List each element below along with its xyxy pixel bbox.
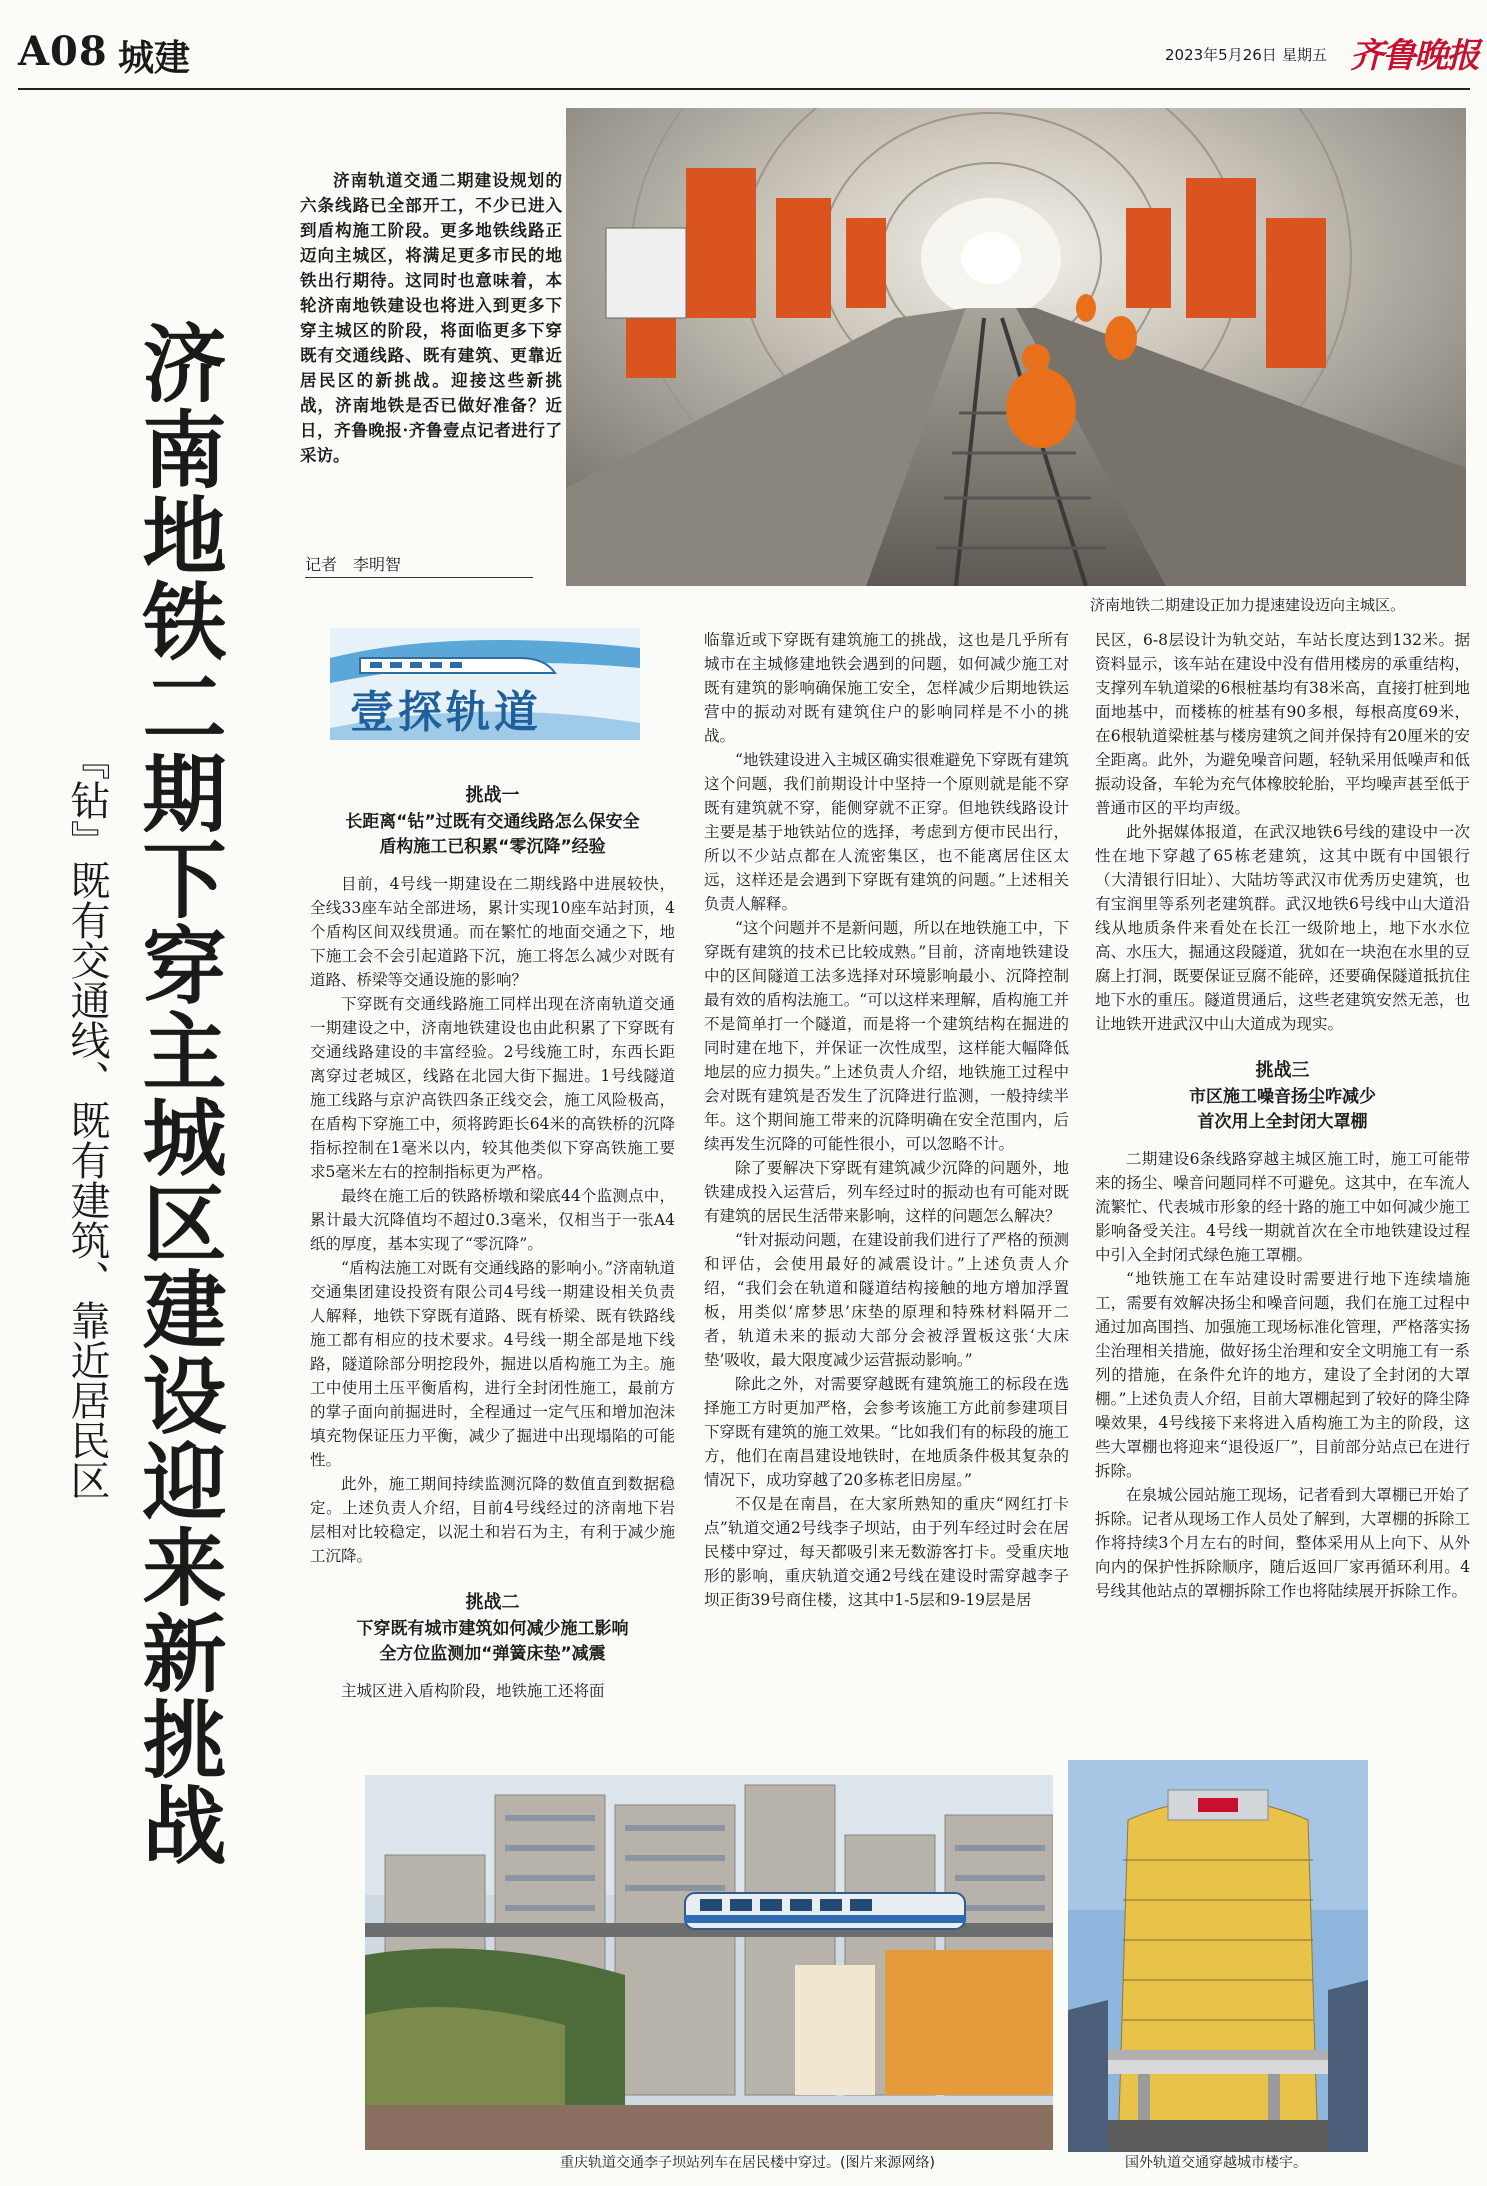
main-photo-caption: 济南地铁二期建设正加力提速建设迈向主城区。 (1090, 596, 1406, 614)
headline: 济南地铁二期下穿主城区建设迎来新挑战 (129, 320, 227, 1868)
column-3 (1095, 628, 1470, 1603)
challenge2-paragraph: “这个问题并不是新问题，所以在地铁施工中，下穿既有建筑的技术已比较成熟。”目前，济南地铁建设中的区间隧道工法多选择对环境影响最小、沉降控制最有效的盾构法施工。“可以这样来理解，盾构施工并不是简单打一个隧道，而是将一个建筑结构在掘进的同时建在地下，并保证一次性成型，这样能大幅降低地层的应力损失。”上述负责人介绍，地铁施工过程中会对既有建筑是否发生了沉降进行监测，一般持续半年。这个期间施工带来的沉降明确在安全范围内，后续再发生沉降的可能性很小，可以忽略不计。 (704, 919, 1069, 1153)
page-number: A08 (18, 28, 108, 75)
byline: 记者 李明智 (305, 552, 533, 578)
issue-date: 2023年5月26日 (1165, 46, 1277, 64)
tunnel-illustration (566, 108, 1466, 586)
badge-title: 壹探轨道 (350, 687, 542, 738)
column-1 (310, 775, 675, 1703)
challenge1-title2: 盾构施工已积累“零沉降”经验 (379, 837, 606, 857)
challenge2-tag: 挑战二 (465, 1592, 520, 1613)
challenge2-paragraph: “针对振动问题，在建设前我们进行了严格的预测和评估，会使用最好的减震设计。”上述负责人介绍，“我们会在轨道和隧道结构接触的地方增加浮置板，用类似‘席梦思’床垫的原理和特殊材料隔开二者，轨道未来的振动大部分会被浮置板这张‘大床垫’吸收，最大限度减少运营振动影响。” (704, 1231, 1069, 1369)
liziba-illustration (365, 1775, 1053, 2150)
main-photo-tunnel (566, 108, 1466, 586)
challenge1-heading (310, 783, 675, 860)
challenge3-tag: 挑战三 (1255, 1060, 1310, 1081)
challenge2-paragraph: 临靠近或下穿既有建筑施工的挑战，这也是几乎所有城市在主城修建地铁会遇到的问题，如何减少施工对既有建筑的影响确保施工安全，怎样减少后期地铁运营中的振动对既有建筑住户的影响同样是不小的挑战。 (704, 631, 1069, 745)
challenge2-paragraph: 民区，6-8层设计为轨交站，车站长度达到132米。据资料显示，该车站在建设中没有借用楼房的承重结构，支撑列车轨道梁的6根桩基均有38米高，直接打桩到地面地基中，而楼栋的桩基有90多根，每根高度69米，在6根轨道梁桩基与楼房建筑之间并保持有20厘米的安全距离。此外，为避免噪音问题，轻轨采用低噪声和低振动设备，车轮为充气体橡胶轮胎，平均噪声甚至低于普通市区的平均声级。 (1095, 631, 1470, 817)
challenge3-paragraph: 二期建设6条线路穿越主城区施工时，施工可能带来的扬尘、噪音问题同样不可避免。这其中，在车流人流繁忙、代表城市形象的经十路的施工中如何减少施工影响备受关注。4号线一期就首次在全市地铁建设过程中引入全封闭式绿色施工罩棚。 (1095, 1150, 1470, 1264)
challenge1-paragraph: 此外，施工期间持续监测沉降的数值直到数据稳定。上述负责人介绍，目前4号线经过的济南地下岩层相对比较稳定，以泥土和岩石为主，有利于减少施工沉降。 (310, 1475, 675, 1565)
challenge1-paragraph: 下穿既有交通线路施工同样出现在济南轨道交通一期建设之中，济南地铁建设也由此积累了下穿既有交通线路建设的丰富经验。2号线施工时，东西长距离穿过老城区，线路在北园大街下掘进。1号线隧道施工线路与京沪高铁四条正线交会，施工风险极高，在盾构下穿施工中，须将跨距长64米的高铁桥的沉降指标控制在1毫米以内，较其他类似下穿高铁施工要求5毫米左右的控制指标更为严格。 (310, 995, 675, 1181)
photo-caption-chongqing: 重庆轨道交通李子坝站列车在居民楼中穿过。(图片来源网络) (560, 2155, 935, 2171)
challenge3-title2: 首次用上全封闭大罩棚 (1197, 1112, 1368, 1132)
challenge2-paragraph: 除此之外，对需要穿越既有建筑施工的标段在选择施工方时更加严格，会参考该施工方此前参建项目下穿既有建筑的施工效果。“比如我们有的标段的施工方，他们在南昌建设地铁时，在地质条件极其复杂的情况下，成功穿越了20多栋老旧房屋。” (704, 1375, 1069, 1489)
section-name: 城建 (118, 37, 191, 79)
challenge1-tag: 挑战一 (465, 785, 520, 806)
challenge2-paragraph: “地铁建设进入主城区确实很难避免下穿既有建筑这个问题，我们前期设计中坚持一个原则就是能不穿既有建筑就不穿，能侧穿就不正穿。但地铁线路设计主要是基于地铁站位的选择，考虑到方便市民出行，所以不少站点都在人流密集区，也不能离居住区太远，这样还是会遇到下穿既有建筑的问题。”上述相关负责人解释。 (704, 751, 1069, 913)
challenge2-paragraph: 此外据媒体报道，在武汉地铁6号线的建设中一次性在地下穿越了65栋老建筑，这其中既有中国银行（大清银行旧址）、大陆坊等武汉市优秀历史建筑，也有宝润里等系列老建筑群。武汉地铁6号线中山大道沿线从地质条件来看处在长江一级阶地上，地下水水位高、水压大，掘通这段隧道，犹如在一块泡在水里的豆腐上打洞，既要保证豆腐不能碎，还要确保隧道抵抗住地下水的重压。隧道贯通后，这些老建筑安然无恙，也让地铁开进武汉中山大道成为现实。 (1095, 823, 1470, 1033)
challenge2-title2: 全方位监测加“弹簧床垫”减震 (379, 1644, 606, 1664)
challenge2-paragraph: 主城区进入盾构阶段，地铁施工还将面 (341, 1682, 605, 1700)
challenge2-paragraph: 除了要解决下穿既有建筑减少沉降的问题外，地铁建成投入运营后，列车经过时的振动也有可能对既有建筑的居民生活带来影响，这样的问题怎么解决？ (704, 1159, 1069, 1225)
challenge3-paragraph: 在泉城公园站施工现场，记者看到大罩棚已开始了拆除。记者从现场工作人员处了解到，大罩棚的拆除工作将持续3个月左右的时间，整体采用从上向下、从外向内的保护性拆除顺序，随后返回厂家再循环利用。4号线其他站点的罩棚拆除工作也将陆续展开拆除工作。 (1095, 1486, 1470, 1600)
photo-chongqing-liziba (365, 1775, 1053, 2150)
challenge1-paragraph: 目前，4号线一期建设在二期线路中进展较快，全线33座车站全部进场，累计实现10座车站封顶，4个盾构区间双线贯通。而在繁忙的地面交通之下，地下施工会不会引起道路下沉，施工将怎么减少对既有道路、桥梁等交通设施的影响？ (310, 875, 675, 989)
photo-caption-overseas: 国外轨道交通穿越城市楼宇。 (1125, 2155, 1307, 2171)
challenge2-paragraph: 不仅是在南昌，在大家所熟知的重庆“网红打卡点”轨道交通2号线李子坝站，由于列车经过时会在居民楼中穿过，每天都吸引来无数游客打卡。受重庆地形的影响，重庆轨道交通2号线在建设时需穿越李子坝正街39号商住楼，这其中1-5层和9-19层是居 (704, 1495, 1069, 1609)
challenge3-heading (1095, 1058, 1470, 1135)
issue-weekday: 星期五 (1282, 46, 1328, 64)
column-badge (330, 628, 640, 740)
challenge2-heading (310, 1590, 675, 1667)
newspaper-logo: 齐鲁晚报 (1350, 36, 1478, 76)
header-rule (18, 88, 1470, 90)
challenge1-paragraph: “盾构法施工对既有交通线路的影响小。”济南轨道交通集团建设投资有限公司4号线一期建设相关负责人解释，地铁下穿既有道路、既有桥梁、既有铁路线施工都有相应的技术要求。4号线一期全部是地下线路，隧道除部分明挖段外，掘进以盾构施工为主。施工中使用土压平衡盾构，进行全封闭性施工，最前方的掌子面向前掘进时，全程通过一定气压和增加泡沫填充物保证压力平衡，减少了掘进中出现塌陷的可能性。 (310, 1259, 675, 1469)
building-illustration (1068, 1760, 1368, 2152)
challenge1-paragraph: 最终在施工后的铁路桥墩和梁底44个监测点中，累计最大沉降值均不超过0.3毫米，仅相当于一张A4纸的厚度，基本实现了“零沉降”。 (310, 1187, 675, 1253)
challenge3-title: 市区施工噪音扬尘咋减少 (1189, 1087, 1376, 1107)
challenge3-paragraph: “地铁施工在车站建设时需要进行地下连续墙施工，需要有效解决扬尘和噪音问题，我们在施工过程中通过加高围挡、加强施工现场标准化管理，严格落实扬尘治理相关措施，做好扬尘治理和安全文明施工有一系列的措施，在条件允许的地方，建设了全封闭的大罩棚。”上述负责人介绍，目前大罩棚起到了较好的降尘降噪效果，4号线接下来将进入盾构施工为主的阶段，这些大罩棚也将迎来“退役返厂”，目前部分站点已在进行拆除。 (1095, 1270, 1470, 1480)
intro-paragraph: 济南轨道交通二期建设规划的六条线路已全部开工，不少已进入到盾构施工阶段。更多地铁线路正迈向主城区，将满足更多市民的地铁出行期待。这同时也意味着，本轮济南地铁建设也将进入到更多下穿主城区的阶段，将面临更多下穿既有交通线路、既有建筑、更靠近居民区的新挑战。迎接这些新挑战，济南地铁是否已做好准备？近日，齐鲁晚报·齐鲁壹点记者进行了采访。 (300, 171, 562, 465)
subheadline: 『钻』既有交通线、既有建筑、靠近居民区 (64, 740, 110, 1500)
challenge1-title: 长距离“钻”过既有交通线路怎么保安全 (345, 812, 640, 832)
column-2 (704, 628, 1069, 1612)
challenge2-title: 下穿既有城市建筑如何减少施工影响 (356, 1619, 629, 1639)
photo-overseas-building (1068, 1760, 1368, 2152)
